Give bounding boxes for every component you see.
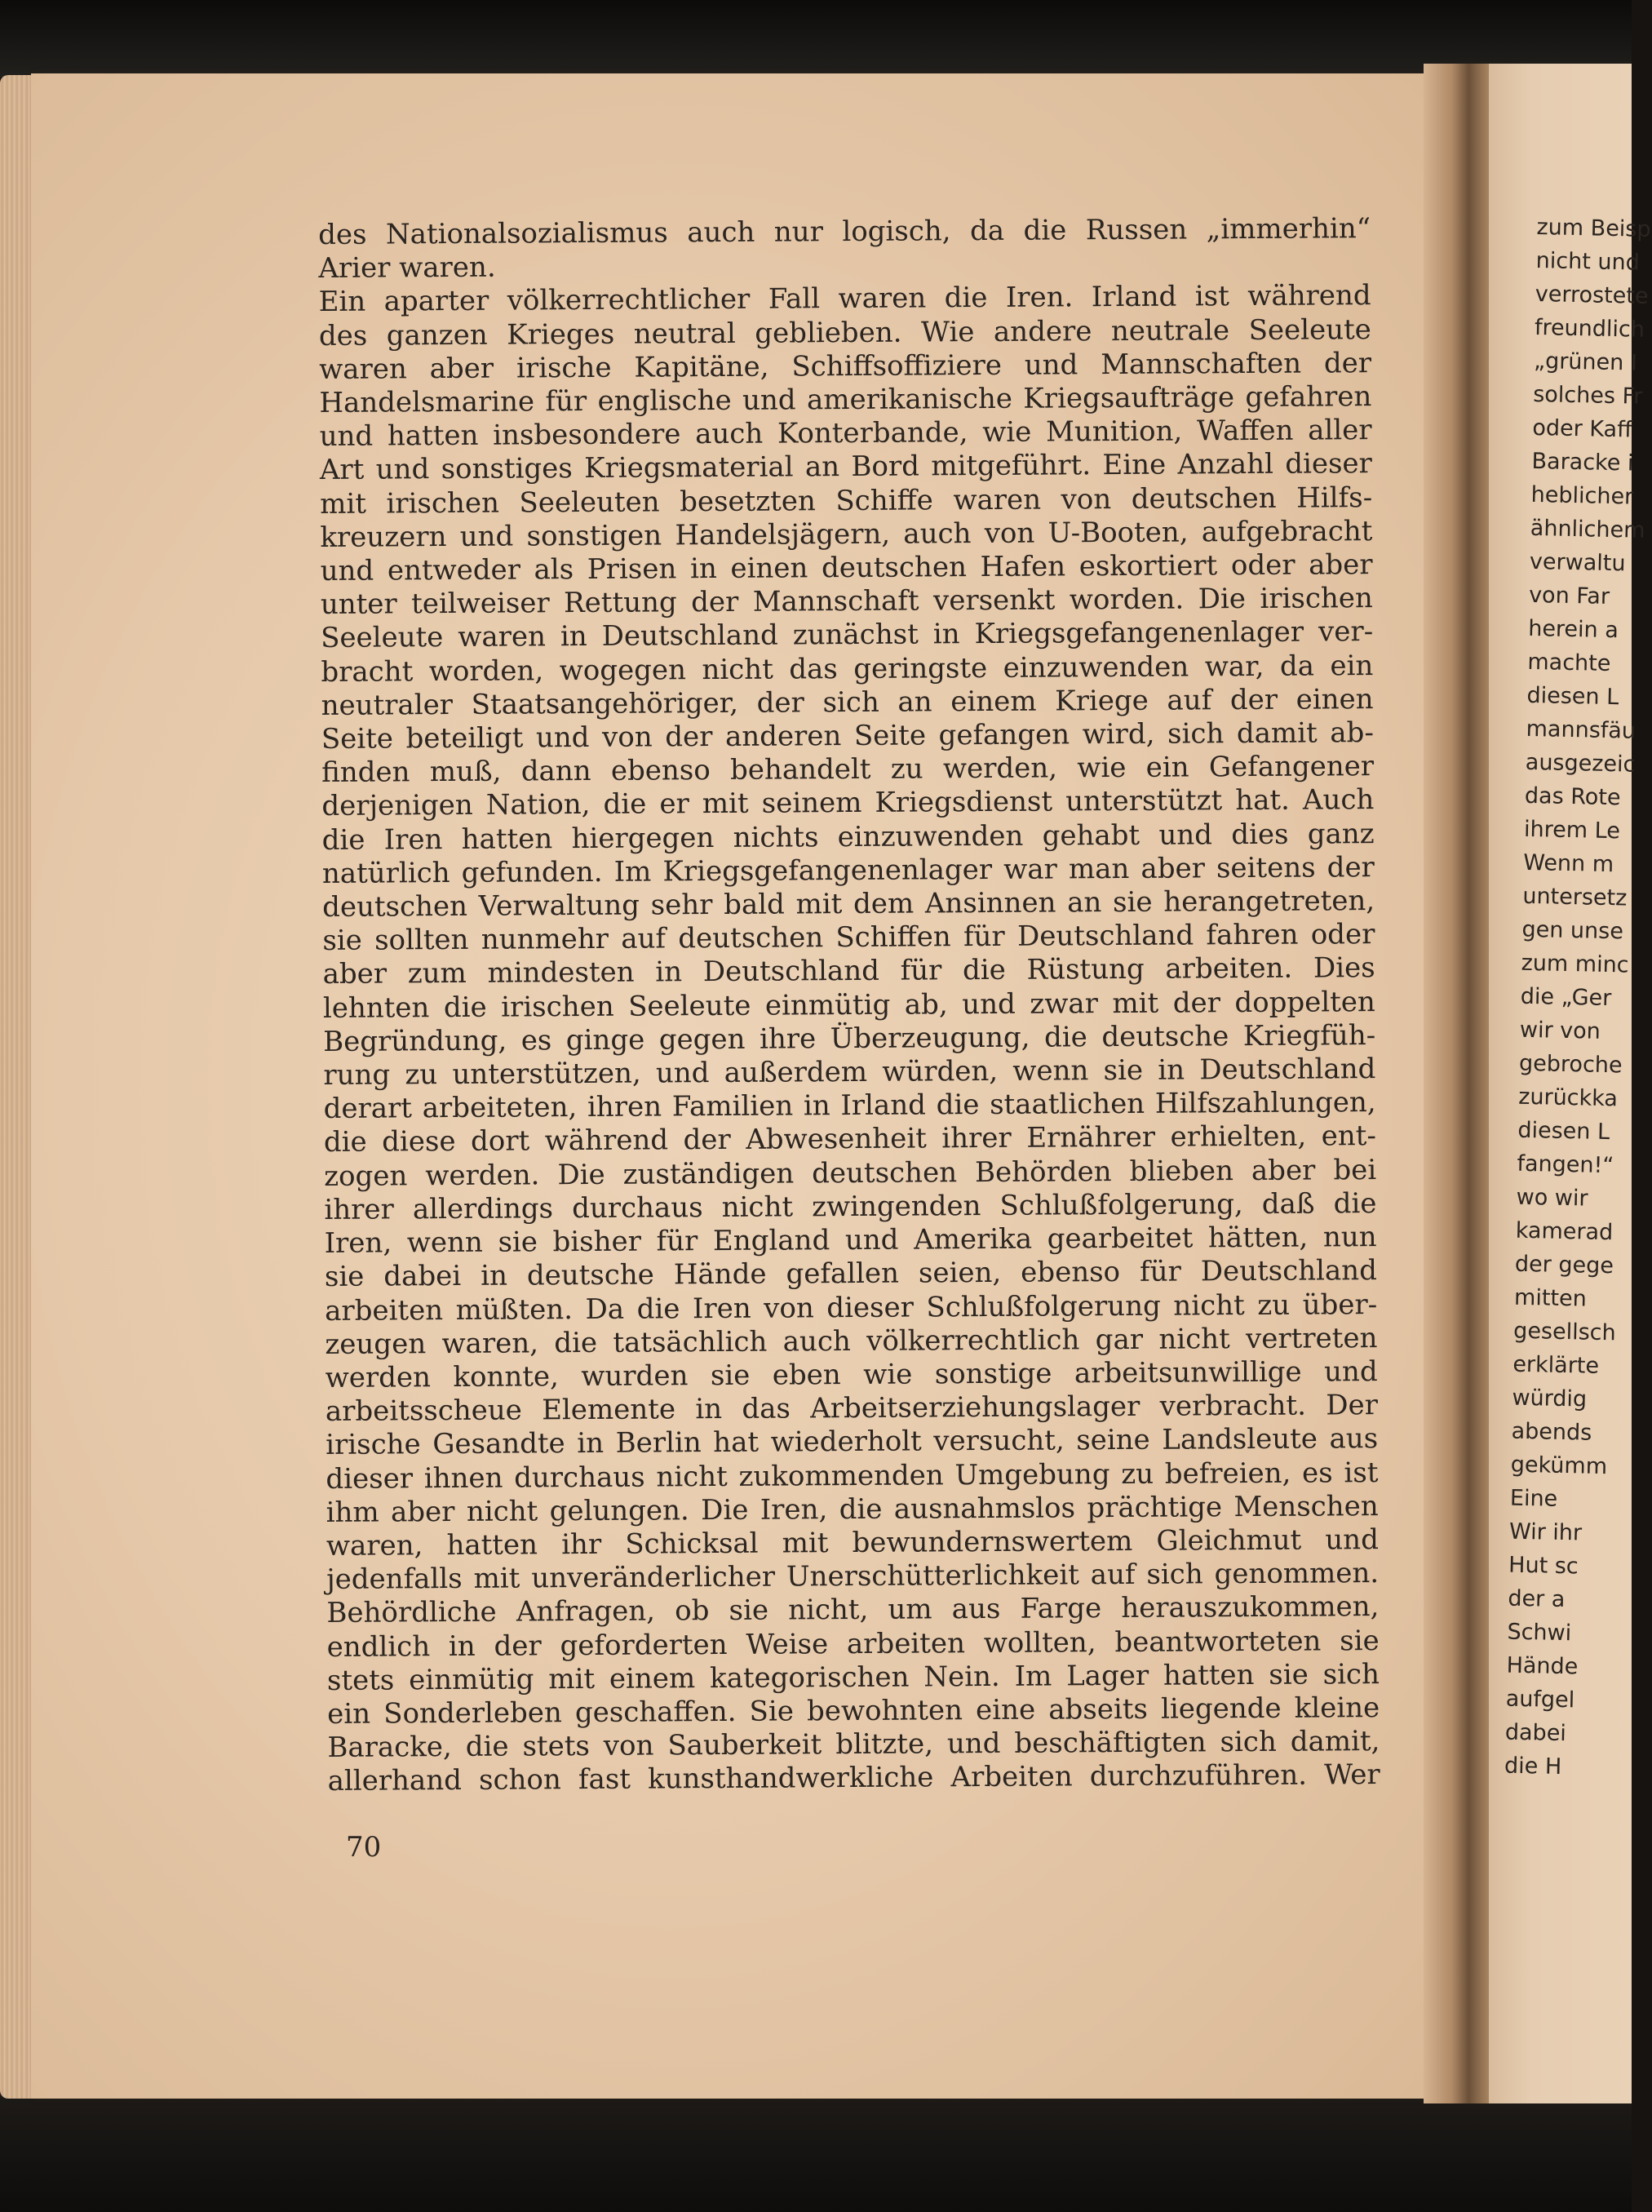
text-line: irische Gesandte in Berlin hat wiederholt versucht, seine Landsleute aus	[326, 1422, 1379, 1462]
right-text-fragment: Baracke i	[1531, 448, 1634, 477]
background-top	[0, 0, 1632, 78]
text-line: kreuzern und sonstigen Handelsjägern, auch von U-Booten, aufgebracht	[320, 514, 1373, 554]
right-text-fragment: Hut sc	[1508, 1552, 1579, 1580]
right-text-fragment: Hände	[1506, 1652, 1579, 1680]
text-line: und entweder als Prisen in einen deutschen Hafen eskortiert oder aber	[320, 548, 1373, 588]
text-line: arbeitsscheue Elemente in das Arbeitserziehungslager verbracht. Der	[325, 1389, 1379, 1429]
background-bottom	[0, 2089, 1632, 2212]
text-line: Ein aparter völkerrechtlicher Fall waren die Iren. Irland ist während	[318, 279, 1371, 319]
text-line: bracht worden, wogegen nicht das geringste einzuwenden war, da ein	[321, 649, 1374, 689]
right-text-fragment: ihrem Le	[1523, 816, 1621, 844]
text-line: endlich in der geforderten Weise arbeiten wollten, beantworteten sie	[326, 1624, 1380, 1664]
text-line: des ganzen Krieges neutral geblieben. Wie andere neutrale Seeleute	[318, 313, 1371, 352]
right-text-fragment: ähnlichem	[1530, 515, 1645, 543]
right-text-fragment: die H	[1504, 1753, 1562, 1780]
right-text-fragment: mitten	[1513, 1284, 1588, 1312]
text-line: die diese dort während der Abwesenheit ihrer Ernährer erhielten, ent-	[323, 1119, 1377, 1159]
right-text-fragment: fangen!“	[1517, 1150, 1614, 1179]
text-line: Baracke, die stets von Sauberkeit blitzte, und beschäftigten sich damit,	[327, 1725, 1380, 1765]
text-line: und hatten insbesondere auch Konterbande, wie Munition, Waffen aller	[319, 414, 1372, 454]
right-text-fragment: der a	[1508, 1585, 1566, 1613]
text-line: ihm aber nicht gelungen. Die Iren, die ausnahmslos prächtige Menschen	[326, 1489, 1379, 1529]
text-line: Seeleute waren in Deutschland zunächst in Kriegsgefangenenlager ver-	[321, 615, 1374, 655]
text-line: dieser ihnen durchaus nicht zukommenden Umgebung zu befreien, es ist	[326, 1456, 1379, 1496]
text-line: neutraler Staatsangehöriger, der sich an einem Kriege auf der einen	[321, 682, 1374, 722]
text-line: mit irischen Seeleuten besetzten Schiffe waren von deutschen Hilfs-	[320, 481, 1373, 521]
text-line: unter teilweiser Rettung der Mannschaft versenkt worden. Die irischen	[320, 582, 1373, 622]
text-line: ihrer allerdings durchaus nicht zwingenden Schlußfolgerung, daß die	[324, 1186, 1377, 1226]
right-text-fragment: solches Fr	[1532, 381, 1643, 410]
right-text-fragment: verrostete	[1535, 281, 1649, 309]
text-line: zeugen waren, die tatsächlich auch völkerrechtlich gar nicht vertreten	[325, 1321, 1378, 1361]
right-text-fragment: zum Beisp	[1536, 214, 1651, 242]
text-line: rung zu unterstützen, und außerdem würden, wenn sie in Deutschland	[323, 1053, 1376, 1093]
right-text-fragment: kamerad	[1515, 1217, 1614, 1246]
text-line: sie sollten nunmehr auf deutschen Schiffen für Deutschland fahren oder	[322, 918, 1375, 958]
right-text-fragment: Wenn m	[1522, 849, 1614, 878]
right-text-fragment: das Rote	[1524, 782, 1621, 811]
right-text-fragment: zum minc	[1521, 950, 1629, 978]
text-line: Art und sonstiges Kriegsmaterial an Bord mitgeführt. Eine Anzahl dieser	[319, 447, 1372, 487]
right-text-fragment: machte	[1527, 649, 1611, 677]
right-text-fragment: verwaltu	[1529, 548, 1626, 577]
right-text-fragment: abends	[1511, 1418, 1592, 1446]
text-line: waren aber irische Kapitäne, Schiffsoffiziere und Mannschaften der	[319, 346, 1372, 386]
right-text-fragment: gebroche	[1518, 1050, 1623, 1079]
text-line: waren, hatten ihr Schicksal mit bewundernswertem Gleichmut und	[326, 1523, 1380, 1563]
right-text-fragment: würdig	[1512, 1385, 1588, 1412]
text-line: arbeiten müßten. Da die Iren von dieser Schlußfolgerung nicht zu über-	[325, 1288, 1378, 1328]
right-text-fragment: gen unse	[1521, 916, 1624, 945]
right-text-fragment: gesellsch	[1512, 1318, 1617, 1346]
right-text-fragment: diesen L	[1517, 1117, 1610, 1146]
text-line: Iren, wenn sie bisher für England und Amerika gearbeitet hätten, nun	[324, 1221, 1377, 1261]
text-line: allerhand schon fast kunsthandwerkliche Arbeiten durchzuführen. Wer	[327, 1758, 1380, 1798]
text-line: finden muß, dann ebenso behandelt zu werden, wie ein Gefangener	[321, 750, 1375, 790]
right-text-fragment: diesen L	[1526, 682, 1619, 711]
text-line: deutschen Verwaltung sehr bald mit dem Ansinnen an sie herangetreten,	[322, 884, 1375, 924]
text-line: Seite beteiligt und von der anderen Seite gefangen wird, sich damit ab-	[321, 716, 1374, 756]
right-text-fragment: gekümm	[1510, 1452, 1608, 1480]
right-text-fragment: oder Kaff	[1532, 414, 1633, 443]
right-text-fragment: ausgezeic	[1525, 749, 1636, 778]
text-line: natürlich gefunden. Im Kriegsgefangenenlager war man aber seitens der	[321, 850, 1375, 890]
right-text-fragment: heblicher	[1530, 481, 1634, 510]
right-text-fragment: nicht und	[1535, 247, 1641, 276]
text-line: aber zum mindesten in Deutschland für die Rüstung arbeiten. Dies	[322, 951, 1375, 991]
right-text-fragment: wir von	[1519, 1017, 1601, 1044]
text-line: werden konnte, wurden sie eben wie sonstige arbeitsunwillige und	[325, 1355, 1378, 1394]
text-line: zogen werden. Die zuständigen deutschen Behörden blieben aber bei	[324, 1153, 1377, 1193]
text-line: Behördliche Anfragen, ob sie nicht, um aus Farge herauszukommen,	[326, 1590, 1380, 1630]
text-line: sie dabei in deutsche Hände gefallen seien, ebenso für Deutschland	[324, 1254, 1378, 1294]
text-line: lehnten die irischen Seeleute einmütig ab, und zwar mit der doppelten	[322, 985, 1376, 1025]
right-text-fragment: dabei	[1504, 1719, 1567, 1747]
right-text-fragment: von Far	[1528, 582, 1610, 610]
text-line: stets einmütig mit einem kategorischen Nein. Im Lager hatten sie sich	[326, 1657, 1380, 1697]
text-line: ein Sonderleben geschaffen. Sie bewohnten eine abseits liegende kleine	[327, 1691, 1380, 1731]
body-text	[318, 212, 1380, 1798]
right-text-fragment: herein a	[1527, 615, 1619, 644]
text-line: derart arbeiteten, ihren Familien in Irland die staatlichen Hilfszahlungen,	[323, 1086, 1376, 1126]
page-number: 70	[346, 1831, 382, 1864]
right-text-fragment: „grünen I	[1533, 348, 1638, 376]
text-line: derjenigen Nation, die er mit seinem Kriegsdienst unterstützt hat. Auch	[321, 783, 1375, 823]
text-line: des Nationalsozialismus auch nur logisch, da die Russen „immerhin“	[318, 212, 1371, 251]
text-line: die Iren hatten hiergegen nichts einzuwenden gehabt und dies ganz	[321, 817, 1375, 857]
right-text-fragment: der gege	[1514, 1251, 1614, 1279]
text-line: Handelsmarine für englische und amerikanische Kriegsaufträge gefahren	[319, 380, 1372, 420]
right-text-fragment: erklärte	[1512, 1351, 1600, 1379]
right-text-fragment: Eine	[1509, 1485, 1558, 1512]
right-text-fragment: freundlich	[1534, 314, 1645, 343]
right-text-fragment: zurückka	[1517, 1084, 1619, 1112]
right-text-fragment: die „Ger	[1520, 983, 1612, 1012]
text-line: Begründung, es ginge gegen ihre Überzeugung, die deutsche Kriegfüh-	[323, 1018, 1376, 1058]
right-text-fragment: wo wir	[1516, 1184, 1588, 1212]
right-text-fragment: Schwi	[1507, 1619, 1572, 1647]
right-text-fragment: mannsfäu	[1526, 716, 1636, 744]
right-text-fragment: Wir ihr	[1508, 1518, 1583, 1546]
right-text-fragment: aufgel	[1505, 1686, 1575, 1713]
text-line: jedenfalls mit unveränderlicher Unerschütterlichkeit auf sich genommen.	[326, 1557, 1380, 1597]
text-line: Arier waren.	[318, 250, 496, 286]
right-text-fragment: untersetz	[1522, 883, 1628, 911]
